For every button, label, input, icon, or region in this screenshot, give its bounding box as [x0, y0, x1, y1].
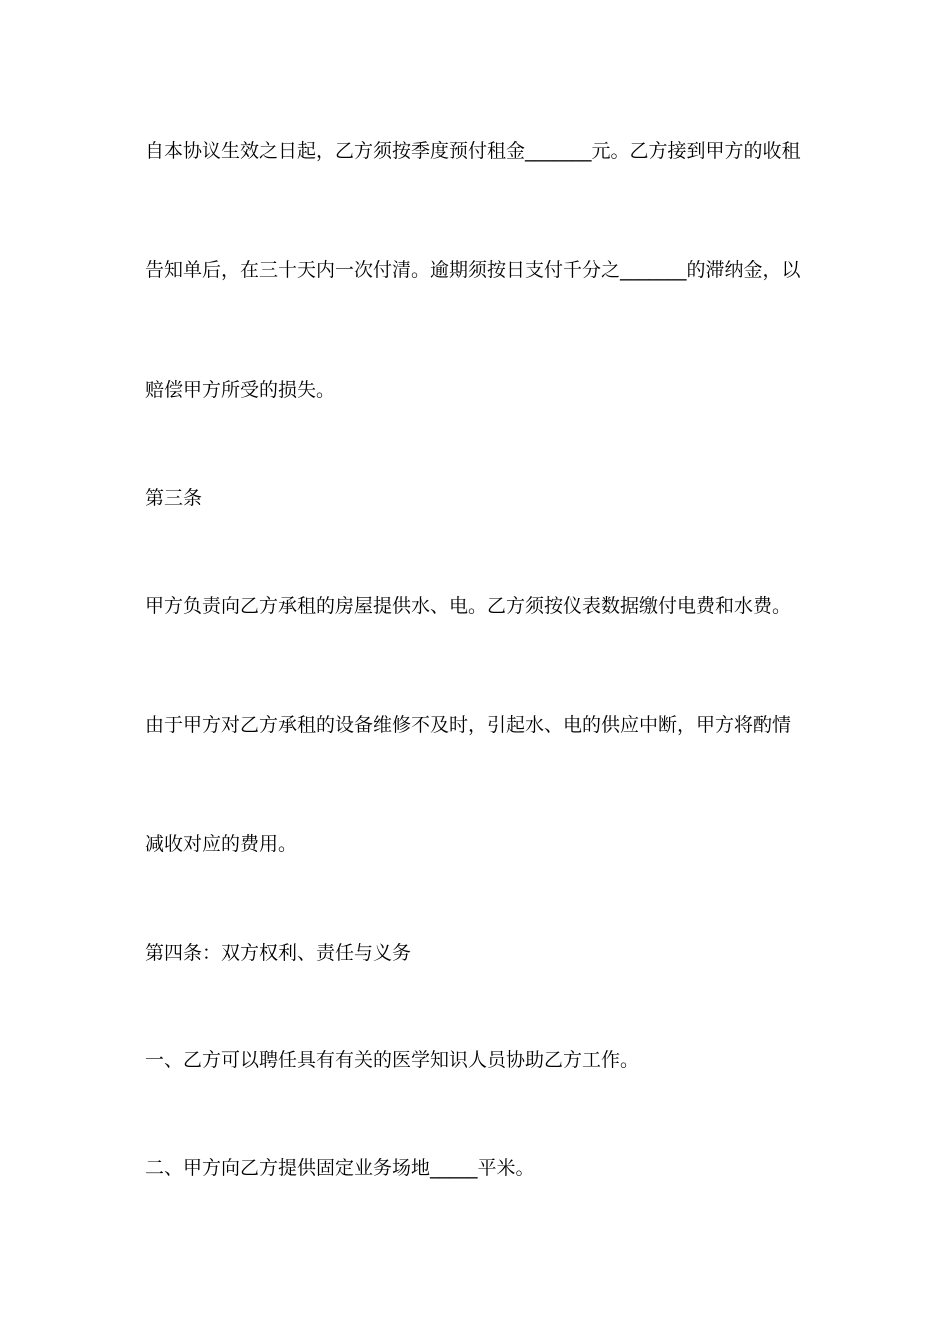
paragraph-line-compensation: 赔偿甲方所受的损失。	[145, 379, 336, 401]
article-heading-four: 第四条：双方权利、责任与义务	[145, 942, 412, 964]
clause-two: 二、甲方向乙方提供固定业务场地_____平米。	[145, 1157, 535, 1179]
paragraph-line-utilities: 甲方负责向乙方承租的房屋提供水、电。乙方须按仪表数据缴付电费和水费。	[145, 595, 792, 617]
article-heading-three: 第三条	[145, 487, 203, 509]
paragraph-line-fee-reduction: 减收对应的费用。	[145, 833, 298, 855]
clause-one: 一、乙方可以聘任具有有关的医学知识人员协助乙方工作。	[145, 1049, 640, 1071]
paragraph-line-rent-payment: 自本协议生效之日起，乙方须按季度预付租金_______元。乙方接到甲方的收租	[145, 140, 801, 162]
paragraph-line-payment-deadline: 告知单后，在三十天内一次付清。逾期须按日支付千分之_______的滞纳金，以	[145, 259, 801, 281]
paragraph-line-maintenance: 由于甲方对乙方承租的设备维修不及时，引起水、电的供应中断，甲方将酌情	[145, 714, 792, 736]
